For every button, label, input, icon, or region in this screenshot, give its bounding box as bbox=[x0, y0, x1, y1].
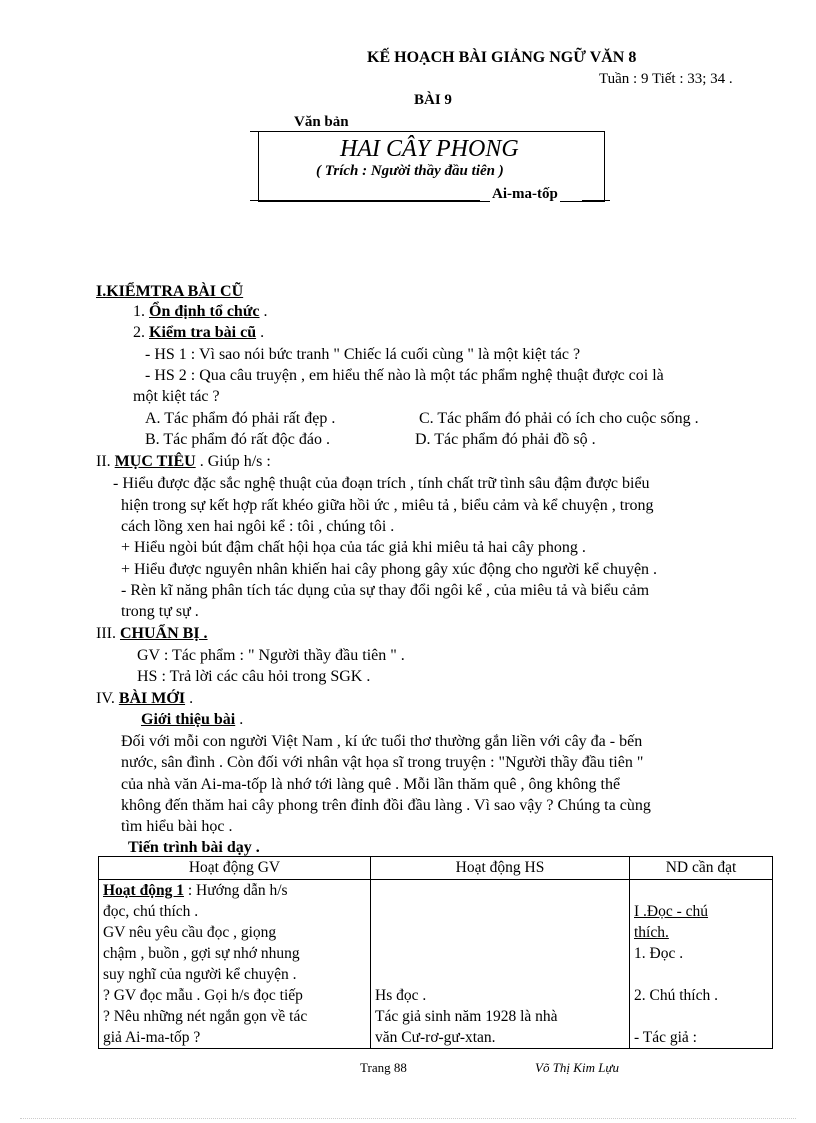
teacher-line: ? GV đọc mẫu . Gọi h/s đọc tiếp bbox=[103, 987, 303, 1004]
section-1-heading: I.KIỂMTRA BÀI CŨ bbox=[96, 283, 244, 300]
excerpt-source: ( Trích : Người thầy đầu tiên ) bbox=[316, 163, 504, 179]
lesson-number: BÀI 9 bbox=[414, 92, 452, 108]
content-heading: I .Đọc - chú bbox=[634, 903, 709, 920]
table-header-row bbox=[99, 857, 773, 880]
objective-line: - Hiểu được đặc sắc nghệ thuật của đoạn trích , tính chất trữ tình sâu đậm được biểu bbox=[113, 475, 650, 492]
prep-teacher: GV : Tác phẩm : " Người thầy đầu tiên " . bbox=[137, 647, 405, 664]
student-line: Tác giả sinh năm 1928 là nhà bbox=[375, 1008, 558, 1025]
column-header: ND cần đạt bbox=[630, 857, 773, 880]
intro-paragraph-line: không đến thăm hai cây phong trên đỉnh đồi đầu làng . Vì sao vậy ? Chúng ta cùng bbox=[121, 797, 651, 814]
teacher-line: suy nghĩ của người kể chuyện . bbox=[103, 966, 297, 983]
objective-line: hiện trong sự kết hợp rất khéo giữa hồi ức , miêu tả , biểu cảm và kể chuyện , trong bbox=[121, 497, 654, 514]
section-3-heading: III. CHUẨN BỊ . bbox=[96, 625, 208, 642]
frame-line-bottom-right bbox=[582, 200, 610, 201]
intro-heading: Giới thiệu bài . bbox=[141, 711, 244, 728]
option-b: B. Tác phẩm đó rất độc đáo . bbox=[145, 431, 330, 448]
text-label: Văn bản bbox=[294, 114, 349, 130]
option-c: C. Tác phẩm đó phải có ích cho cuộc sống . bbox=[419, 410, 699, 427]
activity-title: Hoạt động 1 : Hướng dẫn h/s bbox=[103, 882, 288, 899]
student-line: văn Cư-rơ-gư-xtan. bbox=[375, 1029, 496, 1046]
intro-paragraph-line: Đối với mỗi con người Việt Nam , kí ức tuổi thơ thường gắn liền với cây đa - bến bbox=[121, 733, 643, 750]
question-1: - HS 1 : Vì sao nói bức tranh " Chiếc lá cuối cùng " là một kiệt tác ? bbox=[145, 346, 581, 363]
teacher-activity-cell bbox=[99, 880, 371, 1049]
content-line: 2. Chú thích . bbox=[634, 987, 718, 1004]
option-d: D. Tác phẩm đó phải đồ sộ . bbox=[415, 431, 596, 448]
section-1-item-2: 2. Kiểm tra bài cũ . bbox=[133, 324, 265, 341]
document-title: KẾ HOẠCH BÀI GIẢNG NGỮ VĂN 8 bbox=[367, 49, 637, 66]
teacher-line: ? Nêu những nét ngắn gọn về tác bbox=[103, 1008, 308, 1025]
prep-student: HS : Trả lời các câu hỏi trong SGK . bbox=[137, 668, 371, 685]
lesson-process-heading: Tiến trình bài dạy . bbox=[128, 839, 260, 856]
content-heading-cont: thích. bbox=[634, 924, 669, 941]
objective-line: + Hiểu ngòi bút đậm chất hội họa của tác giả khi miêu tả hai cây phong . bbox=[121, 539, 586, 556]
page-edge bbox=[20, 1118, 796, 1119]
frame-line-top bbox=[250, 131, 290, 132]
intro-paragraph-line: của nhà văn Ai-ma-tốp là nhớ tới làng quê . Mỗi lần thăm quê , ông không thể bbox=[121, 776, 621, 793]
objective-line: - Rèn kĩ năng phân tích tác dụng của sự thay đổi ngôi kể , của miêu tả và biểu cảm bbox=[121, 582, 650, 599]
option-a: A. Tác phẩm đó phải rất đẹp . bbox=[145, 410, 336, 427]
teacher-line: giả Ai-ma-tốp ? bbox=[103, 1029, 201, 1046]
section-1-item-1: 1. Ổn định tổ chức . bbox=[133, 303, 268, 320]
teacher-line: đọc, chú thích . bbox=[103, 903, 199, 920]
teacher-line: chậm , buồn , gợi sự nhớ nhung bbox=[103, 945, 300, 962]
intro-paragraph-line: tìm hiểu bài học . bbox=[121, 818, 233, 835]
content-line: - Tác giả : bbox=[634, 1029, 697, 1046]
objective-line: cách lồng xen hai ngôi kể : tôi , chúng tôi . bbox=[121, 518, 395, 535]
content-line: 1. Đọc . bbox=[634, 945, 684, 962]
work-author: Ai-ma-tốp bbox=[492, 186, 558, 202]
lesson-plan-table bbox=[98, 856, 773, 1049]
section-4-heading: IV. BÀI MỚI . bbox=[96, 690, 194, 707]
content-cell bbox=[630, 880, 773, 1049]
work-title: HAI CÂY PHONG bbox=[340, 136, 519, 162]
intro-paragraph-line: nước, sân đình . Còn đối với nhân vật họa sĩ trong truyện : "Người thầy đầu tiên " bbox=[121, 754, 644, 771]
column-header: Hoạt động GV bbox=[99, 857, 371, 880]
page-number: Trang 88 bbox=[360, 1060, 407, 1075]
student-activity-cell bbox=[371, 880, 630, 1049]
section-2-heading: II. MỤC TIÊU . Giúp h/s : bbox=[96, 453, 271, 470]
footer-author: Võ Thị Kim Lựu bbox=[535, 1060, 620, 1075]
question-2: - HS 2 : Qua câu truyện , em hiểu thế nào là một tác phẩm nghệ thuật được coi là bbox=[145, 367, 664, 384]
teacher-line: GV nêu yêu cầu đọc , giọng bbox=[103, 924, 277, 941]
column-header: Hoạt động HS bbox=[371, 857, 630, 880]
objective-line: trong tự sự . bbox=[121, 603, 199, 620]
frame-line-bottom bbox=[250, 200, 480, 201]
objective-line: + Hiểu được nguyên nhân khiến hai cây phong gây xúc động cho người kể chuyện . bbox=[121, 561, 658, 578]
week-period: Tuần : 9 Tiết : 33; 34 . bbox=[599, 71, 733, 87]
student-line: Hs đọc . bbox=[375, 987, 427, 1004]
question-2-cont: một kiệt tác ? bbox=[133, 388, 220, 405]
table-row bbox=[99, 880, 773, 1049]
